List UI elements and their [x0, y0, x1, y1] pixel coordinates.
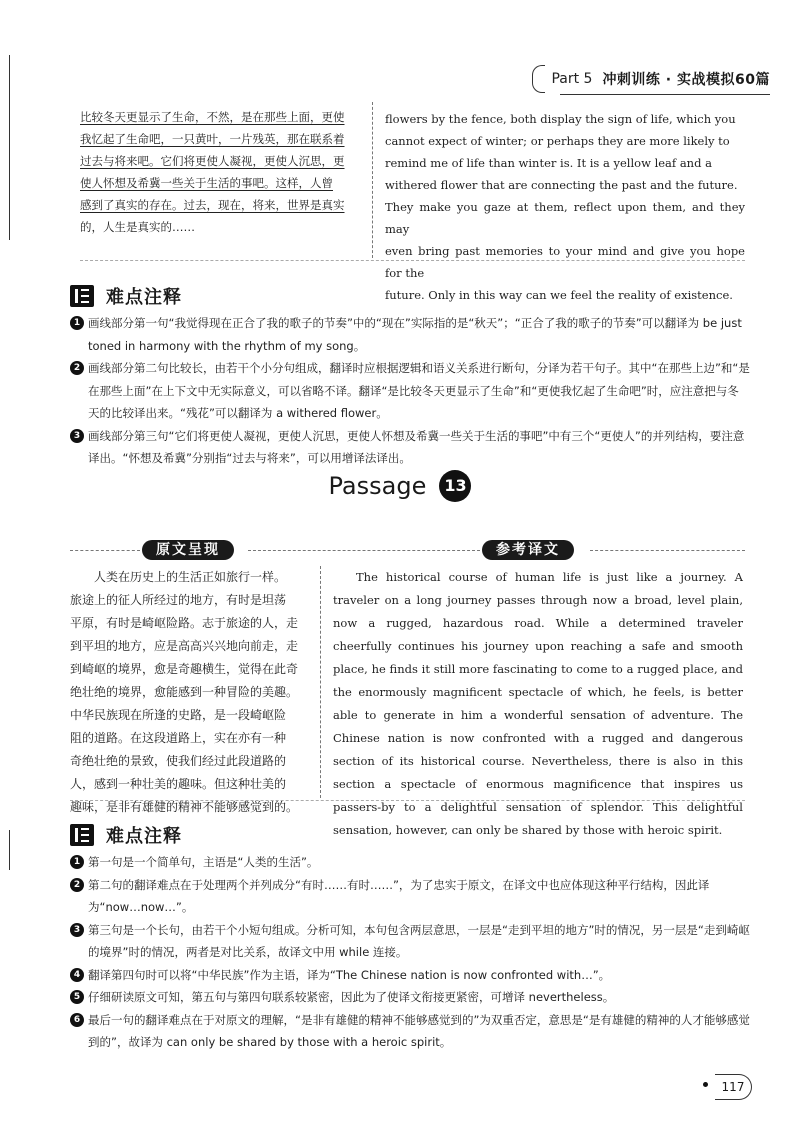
original-text-label: 原文呈现	[142, 540, 234, 560]
text-line: withered flower that are connecting the past and the future.	[385, 178, 738, 192]
note-text: 画线部分第二句比较长，由若干个小分句组成，翻译时应根据逻辑和语义关系进行断句，分译为若干句子。其中“在那些上边”和“是在那些上面”在上下文中无实际意义，可以省略不译。翻译“是比较冬天更显示了生命”和“更使我忆起了生命吧”时，应注意把与冬天的比较译出来。“残花”可以翻译为 a withered flower。	[88, 361, 750, 420]
translation-label: 参考译文	[482, 540, 574, 560]
binding-line	[9, 55, 10, 240]
note-text: 画线部分第一句“我觉得现在正合了我的歌子的节奏”中的“现在”实际指的是“秋天”；“正合了我的歌子的节奏”可以翻译为 be just toned in harmony with the rhythm of my song。	[88, 316, 742, 353]
note-item	[70, 1009, 750, 1054]
previous-passage-chinese	[80, 106, 363, 238]
binding-line	[9, 830, 10, 870]
text-line: 感到了真实的存在。过去，现在，将来，世界是真实	[80, 198, 345, 212]
text-line: 人类在历史上的生活正如旅行一样。	[94, 570, 287, 584]
page-number-dot-icon	[703, 1082, 708, 1087]
text-line: 到崎岖的境界，愈是奇趣横生，觉得在此奇	[70, 662, 299, 676]
note-text: 画线部分第三句“它们将更使人凝视，更使人沉思，更使人怀想及希冀一些关于生活的事吧”中有三个“更使人”的并列结构，要注意译出。“怀想及希冀”分别指“过去与将来”，可以用增译法译出。	[88, 428, 745, 465]
note-text: 翻译第四句时可以将“中华民族”作为主语，译为“The Chinese nation is now confronted with…”。	[88, 967, 611, 982]
column-divider	[320, 566, 321, 798]
note-item	[70, 919, 750, 964]
note-text: 第一句是一个简单句，主语是“人类的生活”。	[88, 855, 319, 869]
text-line: 旅途上的征人所经过的地方，有时是坦荡	[70, 593, 287, 607]
text-line: 的，人生是真实的……	[80, 220, 195, 234]
column-divider	[372, 102, 373, 258]
note-number-badge: 3	[70, 923, 84, 937]
notes-list	[70, 851, 750, 1054]
notes-section-icon	[70, 285, 94, 307]
note-item	[70, 312, 750, 357]
header-rule	[560, 94, 770, 95]
text-line: 过去与将来吧。它们将更使人凝视，更使人沉思，更	[80, 154, 345, 168]
text-line: 中华民族现在所逢的史路，是一段崎岖险	[70, 708, 287, 722]
note-number-badge: 5	[70, 990, 84, 1004]
note-item	[70, 425, 750, 470]
page-number: 117	[715, 1074, 752, 1100]
previous-passage-english	[385, 108, 745, 306]
note-item	[70, 964, 750, 987]
text-line: 使人怀想及希冀一些关于生活的事吧。这样，人曾	[80, 176, 333, 190]
running-header	[532, 64, 770, 94]
note-item	[70, 986, 750, 1009]
text-line: 趣味，是非有雄健的精神不能够感觉到的。	[70, 800, 299, 814]
text-line: 我忆起了生命吧，一只黄叶，一片残英，那在联系着	[80, 132, 345, 146]
text-line: remind me of life than winter is. It is a yellow leaf and a	[385, 156, 712, 170]
section-divider	[80, 260, 745, 261]
column-labels	[70, 540, 745, 560]
notes-heading	[70, 283, 182, 309]
note-item	[70, 874, 750, 919]
header-title: 冲刺训练 · 实战模拟60篇	[602, 72, 770, 88]
text-line: They make you gaze at them, reflect upon them, and they may	[385, 200, 745, 236]
note-number-badge: 1	[70, 316, 84, 330]
notes-heading	[70, 822, 182, 848]
section-divider	[70, 800, 745, 801]
text-line: 阻的道路。在这段道路上，实在亦有一种	[70, 731, 287, 745]
notes-title: 难点注释	[106, 287, 182, 308]
note-item	[70, 357, 750, 425]
note-text: 第二句的翻译难点在于处理两个并列成分“有时……有时……”，为了忠实于原文，在译文中也应体现这种平行结构，因此译为“now…now…”。	[88, 877, 710, 914]
notes-section-icon	[70, 824, 94, 846]
header-bracket-icon	[532, 65, 545, 93]
text-line: 到平坦的地方，应是高高兴兴地向前走，走	[70, 639, 299, 653]
notes-list	[70, 312, 750, 470]
note-item	[70, 851, 750, 874]
text-line: 奇绝壮绝的景致，使我们经过此段道路的	[70, 754, 287, 768]
note-number-badge: 6	[70, 1013, 84, 1027]
text-line: flowers by the fence, both display the sign of life, which you	[385, 112, 736, 126]
passage-number-badge: 13	[439, 470, 471, 502]
text-line: future. Only in this way can we feel the reality of existence.	[385, 288, 733, 302]
passage-title	[0, 470, 800, 502]
note-number-badge: 1	[70, 855, 84, 869]
text-line: even bring past memories to your mind and give you hope for the	[385, 244, 745, 280]
passage-label: Passage	[328, 472, 427, 500]
note-number-badge: 3	[70, 429, 84, 443]
text-line: 比较冬天更显示了生命，不然，是在那些上面，更使	[80, 110, 345, 124]
header-part: Part 5	[551, 71, 593, 87]
original-text	[70, 566, 310, 819]
text-line: 人，感到一种壮美的趣味。但这种壮美的	[70, 777, 287, 791]
note-text: 第三句是一个长句，由若干个小短句组成。分析可知，本句包含两层意思，一层是“走到平坦的地方”时的情况，另一层是“走到崎岖的境界”时的情况，两者是对比关系，故译文中用 while 连接。	[88, 922, 750, 959]
note-text: 仔细研读原文可知，第五句与第四句联系较紧密，因此为了使译文衔接更紧密，可增译 nevertheless。	[88, 990, 615, 1004]
note-text: 最后一句的翻译难点在于对原文的理解，“是非有雄健的精神不能够感觉到的”为双重否定，意思是“是有雄健的精神的人才能够感觉到的”，故译为 can only be shared by those with a heroic spirit。	[88, 1012, 750, 1049]
notes-title: 难点注释	[106, 826, 182, 847]
text-line: 绝壮绝的境界，愈能感到一种冒险的美趣。	[70, 685, 299, 699]
note-number-badge: 4	[70, 968, 84, 982]
text-line: 平原，有时是崎岖险路。志于旅途的人，走	[70, 616, 299, 630]
note-number-badge: 2	[70, 878, 84, 892]
reference-translation: The historical course of human life is just like a journey. A traveler on a long journey passes through now a broad, level plain, now a rugged, hazardous road. While a determined traveler cheerfully continues his journey upon reaching a safe and smooth place, he finds it still more fascinating to come to a rugged place, and the enormously magnificent spectacle of which, he feels, is better able to generate in him a wonderful sensation of adventure. The Chinese nation is now confronted with a rugged and dangerous section of its historical course. Nevertheless, there is also in this section a spectacle of enormous magnificence that inspires us passers-by to a delightful sensation of splendor. This delightful sensation, however, can only be shared by those with heroic spirit.	[333, 570, 743, 837]
note-number-badge: 2	[70, 361, 84, 375]
text-line: cannot expect of winter; or perhaps they are more likely to	[385, 134, 730, 148]
